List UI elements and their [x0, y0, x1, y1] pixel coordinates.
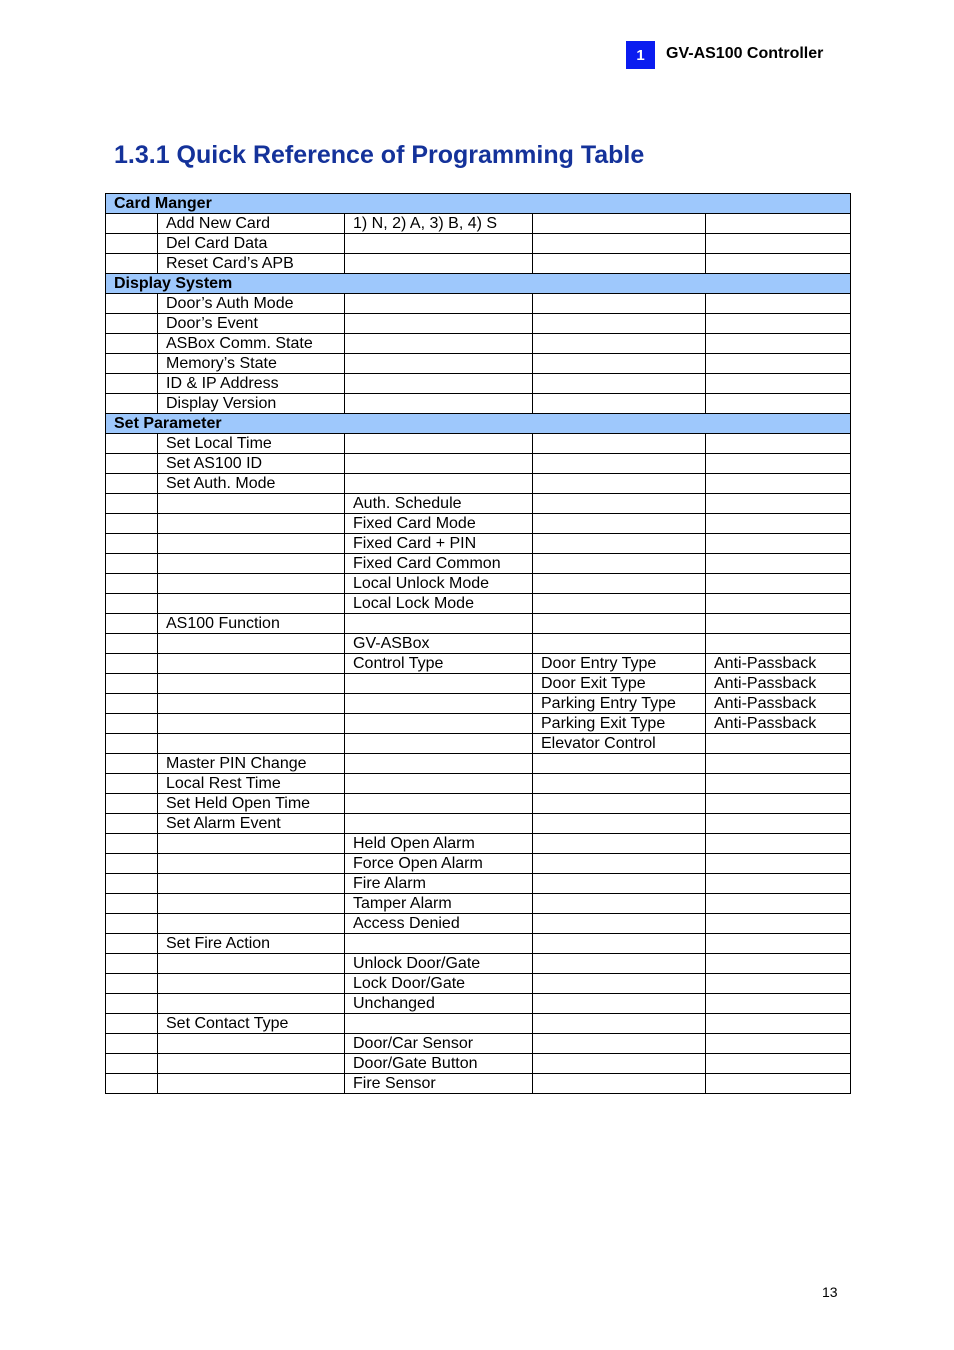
- table-cell: Door’s Auth Mode: [158, 294, 345, 314]
- table-cell: [106, 314, 158, 334]
- table-cell: Unchanged: [345, 994, 533, 1014]
- table-cell: [533, 1074, 706, 1094]
- table-cell: 1) N, 2) A, 3) B, 4) S: [345, 214, 533, 234]
- section-title: 1.3.1 Quick Reference of Programming Table: [114, 141, 645, 169]
- table-cell: [345, 1014, 533, 1034]
- table-cell: [533, 234, 706, 254]
- table-cell: Auth. Schedule: [345, 494, 533, 514]
- table-cell: Local Lock Mode: [345, 594, 533, 614]
- table-row: [106, 994, 851, 1014]
- table-row: [106, 1074, 851, 1094]
- table-cell: [533, 514, 706, 534]
- table-cell: [533, 934, 706, 954]
- table-cell: [106, 1034, 158, 1054]
- table-cell: [706, 1074, 851, 1094]
- table-row: [106, 534, 851, 554]
- table-cell: [106, 254, 158, 274]
- table-cell: [106, 1014, 158, 1034]
- category-label: Card Manger: [106, 194, 851, 214]
- table-cell: Set Alarm Event: [158, 814, 345, 834]
- document-header-title: GV-AS100 Controller: [666, 45, 824, 62]
- programming-table: [105, 193, 851, 1094]
- table-cell: [106, 1054, 158, 1074]
- table-cell: Door/Gate Button: [345, 1054, 533, 1074]
- table-cell: [345, 714, 533, 734]
- table-row: [106, 914, 851, 934]
- table-cell: [345, 334, 533, 354]
- table-cell: [533, 454, 706, 474]
- table-cell: Set AS100 ID: [158, 454, 345, 474]
- table-cell: [706, 254, 851, 274]
- table-cell: [158, 694, 345, 714]
- table-cell: [106, 894, 158, 914]
- table-cell: [106, 1074, 158, 1094]
- table-cell: [706, 574, 851, 594]
- table-cell: [106, 874, 158, 894]
- table-cell: [158, 954, 345, 974]
- table-cell: Control Type: [345, 654, 533, 674]
- category-row: [106, 274, 851, 294]
- table-cell: Set Fire Action: [158, 934, 345, 954]
- table-cell: [706, 494, 851, 514]
- table-cell: [533, 894, 706, 914]
- table-cell: [345, 774, 533, 794]
- table-cell: [706, 514, 851, 534]
- table-cell: Access Denied: [345, 914, 533, 934]
- table-cell: [533, 594, 706, 614]
- table-cell: [106, 454, 158, 474]
- table-cell: Door Exit Type: [533, 674, 706, 694]
- table-cell: Elevator Control: [533, 734, 706, 754]
- category-label: Display System: [106, 274, 851, 294]
- table-cell: [706, 914, 851, 934]
- table-cell: [533, 874, 706, 894]
- table-row: [106, 514, 851, 534]
- table-cell: [533, 554, 706, 574]
- table-cell: [706, 554, 851, 574]
- table-cell: [158, 874, 345, 894]
- table-row: [106, 954, 851, 974]
- table-cell: [533, 814, 706, 834]
- category-row: [106, 414, 851, 434]
- table-cell: [106, 834, 158, 854]
- table-row: [106, 494, 851, 514]
- table-cell: [158, 914, 345, 934]
- table-row: [106, 774, 851, 794]
- table-row: [106, 674, 851, 694]
- table-cell: Fixed Card + PIN: [345, 534, 533, 554]
- table-row: [106, 374, 851, 394]
- table-cell: [106, 654, 158, 674]
- table-cell: Anti-Passback: [706, 694, 851, 714]
- table-cell: Tamper Alarm: [345, 894, 533, 914]
- table-cell: [533, 394, 706, 414]
- table-row: [106, 354, 851, 374]
- table-cell: [158, 734, 345, 754]
- table-cell: [345, 454, 533, 474]
- table-row: [106, 874, 851, 894]
- table-cell: [706, 294, 851, 314]
- table-cell: [533, 474, 706, 494]
- table-cell: Door Entry Type: [533, 654, 706, 674]
- table-cell: [106, 594, 158, 614]
- table-cell: Parking Entry Type: [533, 694, 706, 714]
- table-cell: [533, 314, 706, 334]
- table-cell: [533, 854, 706, 874]
- table-cell: [345, 374, 533, 394]
- table-cell: [106, 374, 158, 394]
- table-row: [106, 254, 851, 274]
- table-cell: [533, 914, 706, 934]
- table-cell: [158, 894, 345, 914]
- table-cell: [706, 454, 851, 474]
- table-cell: GV-ASBox: [345, 634, 533, 654]
- table-row: [106, 554, 851, 574]
- table-cell: [533, 614, 706, 634]
- table-cell: [106, 714, 158, 734]
- table-cell: [706, 314, 851, 334]
- table-row: [106, 1054, 851, 1074]
- table-cell: [533, 994, 706, 1014]
- table-cell: Fixed Card Mode: [345, 514, 533, 534]
- table-cell: [533, 1054, 706, 1074]
- table-cell: [106, 434, 158, 454]
- table-row: [106, 314, 851, 334]
- table-cell: [158, 514, 345, 534]
- category-label: Set Parameter: [106, 414, 851, 434]
- table-cell: [158, 994, 345, 1014]
- table-cell: ID & IP Address: [158, 374, 345, 394]
- table-cell: [106, 354, 158, 374]
- table-row: [106, 654, 851, 674]
- table-cell: [106, 234, 158, 254]
- table-cell: [706, 634, 851, 654]
- table-cell: [706, 974, 851, 994]
- table-row: [106, 474, 851, 494]
- table-cell: [106, 914, 158, 934]
- table-cell: Set Auth. Mode: [158, 474, 345, 494]
- table-cell: [106, 534, 158, 554]
- table-cell: [158, 1054, 345, 1074]
- table-cell: [106, 814, 158, 834]
- table-cell: [106, 634, 158, 654]
- table-cell: [158, 834, 345, 854]
- table-cell: [533, 334, 706, 354]
- table-cell: [706, 614, 851, 634]
- table-row: [106, 214, 851, 234]
- table-cell: [345, 354, 533, 374]
- table-cell: [706, 1054, 851, 1074]
- page-number: 13: [822, 1284, 838, 1300]
- table-cell: [706, 954, 851, 974]
- table-cell: [533, 434, 706, 454]
- table-cell: [706, 1034, 851, 1054]
- table-cell: Master PIN Change: [158, 754, 345, 774]
- table-cell: [345, 474, 533, 494]
- table-row: [106, 234, 851, 254]
- table-row: [106, 334, 851, 354]
- table-cell: [706, 774, 851, 794]
- table-cell: Del Card Data: [158, 234, 345, 254]
- programming-table-container: [105, 193, 851, 1094]
- table-cell: [706, 814, 851, 834]
- table-row: [106, 854, 851, 874]
- table-cell: [706, 594, 851, 614]
- table-cell: [345, 294, 533, 314]
- table-cell: [158, 554, 345, 574]
- table-row: [106, 814, 851, 834]
- table-cell: [158, 1034, 345, 1054]
- table-cell: [533, 354, 706, 374]
- table-cell: [706, 474, 851, 494]
- table-cell: Force Open Alarm: [345, 854, 533, 874]
- table-cell: Parking Exit Type: [533, 714, 706, 734]
- table-cell: [158, 974, 345, 994]
- table-cell: [158, 534, 345, 554]
- table-row: [106, 714, 851, 734]
- table-row: [106, 434, 851, 454]
- table-cell: [533, 534, 706, 554]
- table-cell: [158, 674, 345, 694]
- table-cell: [706, 234, 851, 254]
- table-cell: Anti-Passback: [706, 674, 851, 694]
- table-cell: [706, 994, 851, 1014]
- table-cell: Fire Alarm: [345, 874, 533, 894]
- table-cell: [533, 374, 706, 394]
- table-cell: Fixed Card Common: [345, 554, 533, 574]
- table-row: [106, 574, 851, 594]
- table-cell: Set Held Open Time: [158, 794, 345, 814]
- table-cell: [533, 794, 706, 814]
- table-cell: [106, 694, 158, 714]
- table-cell: [533, 754, 706, 774]
- table-cell: Add New Card: [158, 214, 345, 234]
- table-cell: [345, 434, 533, 454]
- table-cell: [158, 594, 345, 614]
- table-cell: [533, 774, 706, 794]
- table-row: [106, 894, 851, 914]
- table-cell: [345, 734, 533, 754]
- table-cell: [706, 374, 851, 394]
- table-cell: [106, 774, 158, 794]
- table-cell: [706, 434, 851, 454]
- table-row: [106, 974, 851, 994]
- table-cell: [106, 214, 158, 234]
- table-cell: Set Contact Type: [158, 1014, 345, 1034]
- table-cell: Local Unlock Mode: [345, 574, 533, 594]
- table-cell: Memory’s State: [158, 354, 345, 374]
- table-cell: [706, 354, 851, 374]
- table-cell: Reset Card’s APB: [158, 254, 345, 274]
- table-cell: [533, 834, 706, 854]
- table-cell: [706, 894, 851, 914]
- table-cell: Fire Sensor: [345, 1074, 533, 1094]
- table-row: [106, 594, 851, 614]
- table-cell: [533, 574, 706, 594]
- table-cell: ASBox Comm. State: [158, 334, 345, 354]
- table-cell: AS100 Function: [158, 614, 345, 634]
- table-cell: Local Rest Time: [158, 774, 345, 794]
- table-cell: [106, 514, 158, 534]
- table-cell: [533, 294, 706, 314]
- table-cell: [706, 754, 851, 774]
- programming-table-body: [106, 194, 851, 1094]
- table-cell: [345, 754, 533, 774]
- table-cell: Lock Door/Gate: [345, 974, 533, 994]
- table-cell: [345, 234, 533, 254]
- table-cell: [106, 754, 158, 774]
- table-cell: [158, 1074, 345, 1094]
- table-cell: [345, 614, 533, 634]
- table-cell: [706, 834, 851, 854]
- table-cell: [706, 934, 851, 954]
- table-row: [106, 634, 851, 654]
- table-cell: [533, 494, 706, 514]
- table-cell: [106, 954, 158, 974]
- table-cell: [106, 494, 158, 514]
- table-cell: [533, 1034, 706, 1054]
- table-cell: Display Version: [158, 394, 345, 414]
- table-cell: [345, 814, 533, 834]
- chapter-number-badge: 1: [626, 41, 655, 69]
- table-cell: [106, 794, 158, 814]
- table-cell: [158, 714, 345, 734]
- table-cell: Held Open Alarm: [345, 834, 533, 854]
- table-cell: [345, 934, 533, 954]
- table-cell: [106, 294, 158, 314]
- table-cell: [106, 574, 158, 594]
- table-cell: [706, 734, 851, 754]
- table-cell: [345, 394, 533, 414]
- table-cell: [106, 394, 158, 414]
- table-cell: Unlock Door/Gate: [345, 954, 533, 974]
- table-row: [106, 1014, 851, 1034]
- table-row: [106, 934, 851, 954]
- table-cell: Door’s Event: [158, 314, 345, 334]
- table-cell: [533, 974, 706, 994]
- table-row: [106, 294, 851, 314]
- table-row: [106, 614, 851, 634]
- table-cell: [345, 254, 533, 274]
- table-cell: [106, 674, 158, 694]
- table-cell: [106, 474, 158, 494]
- table-cell: [106, 854, 158, 874]
- table-cell: [706, 794, 851, 814]
- table-cell: Set Local Time: [158, 434, 345, 454]
- table-cell: [345, 794, 533, 814]
- table-cell: [158, 634, 345, 654]
- table-cell: [106, 614, 158, 634]
- table-row: [106, 1034, 851, 1054]
- table-row: [106, 694, 851, 714]
- table-row: [106, 834, 851, 854]
- table-cell: [345, 314, 533, 334]
- table-cell: Door/Car Sensor: [345, 1034, 533, 1054]
- table-cell: Anti-Passback: [706, 714, 851, 734]
- table-row: [106, 794, 851, 814]
- table-cell: [345, 694, 533, 714]
- table-row: [106, 454, 851, 474]
- table-cell: [106, 934, 158, 954]
- table-cell: [158, 654, 345, 674]
- table-cell: [706, 214, 851, 234]
- table-cell: [158, 854, 345, 874]
- table-cell: [158, 494, 345, 514]
- table-cell: [706, 534, 851, 554]
- table-cell: [706, 874, 851, 894]
- table-row: [106, 394, 851, 414]
- table-cell: [533, 634, 706, 654]
- table-cell: [106, 734, 158, 754]
- table-cell: [533, 254, 706, 274]
- table-cell: [706, 1014, 851, 1034]
- table-cell: [533, 214, 706, 234]
- table-row: [106, 734, 851, 754]
- table-cell: [158, 574, 345, 594]
- table-row: [106, 754, 851, 774]
- table-cell: [533, 954, 706, 974]
- table-cell: [106, 554, 158, 574]
- table-cell: [106, 974, 158, 994]
- table-cell: [345, 674, 533, 694]
- table-cell: [533, 1014, 706, 1034]
- table-cell: [706, 394, 851, 414]
- category-row: [106, 194, 851, 214]
- table-cell: [706, 854, 851, 874]
- table-cell: [106, 994, 158, 1014]
- table-cell: [706, 334, 851, 354]
- table-cell: [106, 334, 158, 354]
- table-cell: Anti-Passback: [706, 654, 851, 674]
